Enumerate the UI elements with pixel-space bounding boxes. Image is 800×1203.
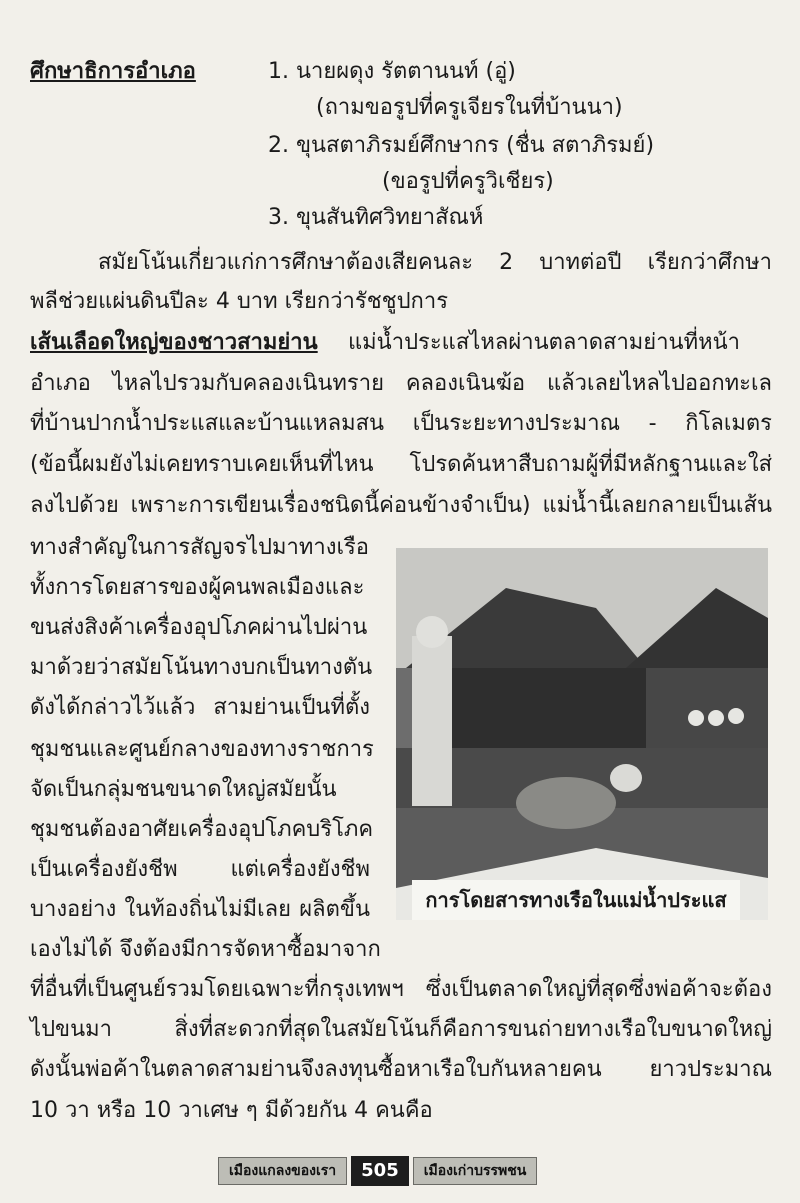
wrap-line-10: บางอย่าง ในท้องถิ่นไม่มีเลย ผลิตขึ้น [30, 897, 370, 922]
page-number: 505 [351, 1156, 409, 1186]
wrap-line-7: จัดเป็นกลุ่มชนขนาดใหญ่สมัยนั้น [30, 777, 337, 802]
section-heading-education: ศึกษาธิการอำเภอ [30, 59, 196, 84]
river-line-2: อำเภอ ไหลไปรวมกับคลองเนินทราย คลองเนินฆ้อ แล้วเลยไหลไปออกทะเล [30, 371, 772, 396]
official-2-note: (ขอรูปที่ครูวิเชียร) [382, 169, 554, 194]
fee-line-2: พลีช่วยแผ่นดินปีละ 4 บาท เรียกว่ารัชชูปการ [30, 289, 449, 314]
boat-photo [396, 548, 768, 920]
official-2: 2. ขุนสตาภิรมย์ศึกษากร (ชื่น สตาภิรมย์) [268, 133, 655, 158]
footer-book-title: เมืองแกลงของเรา [218, 1157, 347, 1185]
river-line-1: แม่น้ำประแสไหลผ่านตลาดสามย่านที่หน้า [348, 330, 740, 355]
fee-line-1: สมัยโน้นเกี่ยวแก่การศึกษาต้องเสียคนละ 2 บาทต่อปี เรียกว่าศึกษา [98, 250, 772, 275]
boat-photo-illustration [396, 548, 768, 920]
after-line-4: 10 วา หรือ 10 วาเศษ ๆ มีด้วยกัน 4 คนคือ [30, 1098, 433, 1123]
river-line-3: ที่บ้านปากน้ำประแสและบ้านแหลมสน เป็นระยะทางประมาณ - กิโลเมตร [30, 411, 772, 436]
after-line-1: ที่อื่นที่เป็นศูนย์รวมโดยเฉพาะที่กรุงเทพฯ ซึ่งเป็นตลาดใหญ่ที่สุดซึ่งพ่อค้าจะต้อง [30, 977, 772, 1002]
wrap-line-1: ทางสำคัญในการสัญจรไปมาทางเรือ [30, 535, 370, 560]
footer-chapter-title: เมืองเก่าบรรพชน [413, 1157, 538, 1185]
wrap-line-3: ขนส่งสิงค้าเครื่องอุปโภคผ่านไปผ่าน [30, 615, 368, 640]
after-line-2: ไปขนมา สิ่งที่สะดวกที่สุดในสมัยโน้นก็คือการขนถ่ายทางเรือใบขนาดใหญ่ [30, 1017, 772, 1042]
official-3: 3. ขุนสันทิศวิทยาสัณห์ [268, 205, 484, 230]
wrap-line-4: มาด้วยว่าสมัยโน้นทางบกเป็นทางตัน [30, 655, 373, 680]
wrap-line-5: ดังได้กล่าวไว้แล้ว สามย่านเป็นที่ตั้ง [30, 695, 370, 720]
wrap-line-8: ชุมชนต้องอาศัยเครื่องอุปโภคบริโภค [30, 817, 374, 842]
river-line-4: (ข้อนี้ผมยังไม่เคยทราบเคยเห็นที่ไหน โปรดค้นหาสืบถามผู้ที่มีหลักฐานและใส่ [30, 452, 772, 477]
after-line-3: ดังนั้นพ่อค้าในตลาดสามย่านจึงลงทุนซื้อหาเรือใบกันหลายคน ยาวประมาณ [30, 1057, 772, 1082]
river-line-5: ลงไปด้วย เพราะการเขียนเรื่องชนิดนี้ค่อนข้างจำเป็น) แม่น้ำนี้เลยกลายเป็นเส้น [30, 493, 772, 518]
photo-caption: การโดยสารทางเรือในแม่น้ำประแส [412, 880, 740, 920]
official-1-note: (ถามขอรูปที่ครูเจียรในที่บ้านนา) [316, 95, 623, 120]
wrap-line-9: เป็นเครื่องยังชีพ แต่เครื่องยังชีพ [30, 857, 370, 882]
wrap-line-11: เองไม่ได้ จึงต้องมีการจัดหาซื้อมาจาก [30, 937, 381, 962]
official-1: 1. นายผดุง รัตตานนท์ (อู่) [268, 59, 516, 84]
wrap-line-6: ชุมชนและศูนย์กลางของทางราชการ [30, 737, 374, 762]
page-footer [218, 1156, 537, 1186]
section-heading-river: เส้นเลือดใหญ่ของชาวสามย่าน [30, 330, 318, 355]
wrap-line-2: ทั้งการโดยสารของผู้คนพลเมืองและ [30, 575, 365, 600]
